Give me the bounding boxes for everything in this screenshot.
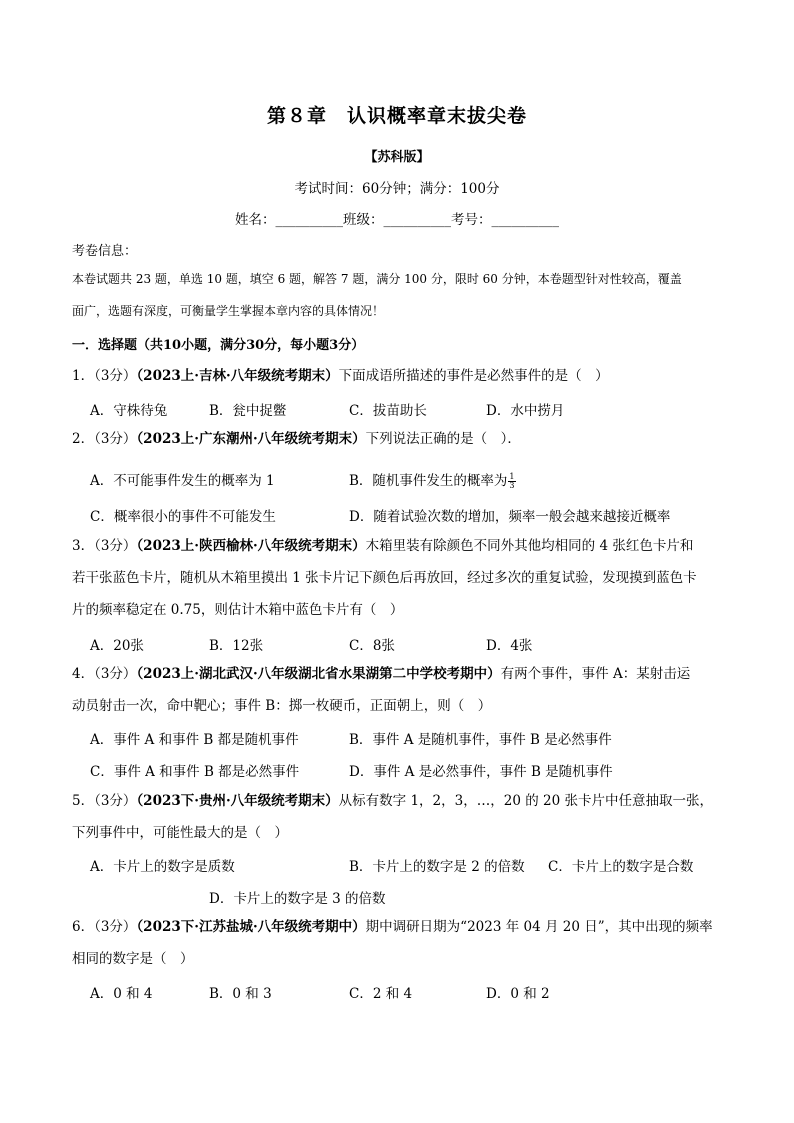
option-c: C．8张 [349,638,395,654]
question-number: 2．（3分） [72,431,137,447]
option-c: C．概率很小的事件不可能发生 [90,509,276,525]
option-a: A．20张 [90,638,144,654]
option-b-text: B．随机事件发生的概率为 [349,473,508,489]
fraction-numerator: 1 [509,472,515,481]
question-text: 下列说法正确的是（ ）． [365,431,521,447]
fraction-denominator: 3 [509,481,515,490]
option-b: B．事件 A 是随机事件，事件 B 是必然事件 [349,732,612,748]
question-number: 5．（3分） [72,793,137,809]
question-source: （2023上·湖北武汉·八年级湖北省水果湖第二中学校考期中） [136,666,501,682]
question-6-line-2: 相同的数字是（ ） [72,951,194,967]
option-a: A．卡片上的数字是质数 [90,859,235,875]
question-text: 有两个事件，事件 A：某射击运 [500,666,691,682]
question-source: （2023下·贵州·八年级统考期末） [136,793,339,809]
question-number: 6．（3分） [72,919,137,935]
option-d: D．4张 [486,638,533,654]
exam-time: 考试时间：60分钟；满分：100分 [294,181,500,197]
question-5 [72,785,732,817]
option-a: A．0 和 4 [90,986,153,1002]
option-c: C．卡片上的数字是合数 [548,859,694,875]
option-d: D．随着试验次数的增加，频率一般会越来越接近概率 [349,509,671,525]
option-c: C．拔苗助长 [349,403,427,419]
question-source: （2023上·吉林·八年级统考期末） [136,368,339,384]
question-3 [72,530,732,562]
option-c: C．2 和 4 [349,986,413,1002]
option-a: A．事件 A 和事件 B 都是随机事件 [90,732,299,748]
question-text: 木箱里装有除颜色不同外其他均相同的 4 张红色卡片和 [365,538,694,554]
question-1 [72,360,732,392]
option-b: B．瓮中捉鳖 [209,403,287,419]
question-2 [72,423,732,455]
option-a: A．守株待兔 [90,403,168,419]
question-5-line-2: 下列事件中，可能性最大的是（ ） [72,825,288,841]
question-number: 3．（3分） [72,538,137,554]
question-3-line-3: 片的频率稳定在 0.75，则估计木箱中蓝色卡片有（ ） [72,602,404,618]
option-c: C．事件 A 和事件 B 都是必然事件 [90,764,300,780]
question-4 [72,658,732,690]
question-text: 从标有数字 1，2，3，…，20 的 20 张卡片中任意抽取一张， [338,793,713,809]
question-text: 期中调研日期为“2023 年 04 月 20 日”，其中出现的频率 [365,919,713,935]
question-4-line-2: 动员射击一次，命中靶心；事件 B：掷一枚硬币，正面朝上，则（ ） [72,698,492,714]
section-title: 一．选择题（共10小题，满分30分，每小题3分） [72,338,365,353]
question-text: 下面成语所描述的事件是必然事件的是（ ） [338,368,609,384]
info-label: 考卷信息： [72,244,138,259]
student-info-line: 姓名：__________班级：__________考号：__________ [235,212,559,228]
fraction [508,473,515,490]
question-source: （2023上·广东潮州·八年级统考期末） [136,431,366,447]
option-b: B．卡片上的数字是 2 的倍数 [349,859,525,875]
page-title: 第８章 认识概率章末拔尖卷 [266,105,527,127]
question-source: （2023上·陕西榆林·八年级统考期末） [136,538,366,554]
option-b: B．12张 [209,638,264,654]
option-b: B．0 和 3 [209,986,272,1002]
question-3-line-2: 若干张蓝色卡片，随机从木箱里摸出 1 张卡片记下颜色后再放回，经过多次的重复试验，发现摸到蓝色卡 [72,570,697,586]
option-d: D．0 和 2 [486,986,550,1002]
option-d: D．事件 A 是必然事件，事件 B 是随机事件 [349,764,613,780]
question-source: （2023下·江苏盐城·八年级统考期中） [136,919,366,935]
option-b [349,469,516,490]
question-number: 4．（3分） [72,666,137,682]
option-a: A．不可能事件发生的概率为 1 [90,473,275,489]
info-line-1: 本卷试题共 23 题，单选 10 题，填空 6 题，解答 7 题，满分 100 分，限时 60 分钟，本卷题型针对性较高，覆盖 [72,272,682,286]
edition-label: 【苏科版】 [364,150,430,165]
info-line-2: 面广，选题有深度，可衡量学生掌握本章内容的具体情况！ [72,304,385,318]
option-d: D．水中捞月 [486,403,565,419]
question-number: 1．（3分） [72,368,137,384]
option-d: D．卡片上的数字是 3 的倍数 [209,891,386,907]
question-6 [72,911,732,943]
